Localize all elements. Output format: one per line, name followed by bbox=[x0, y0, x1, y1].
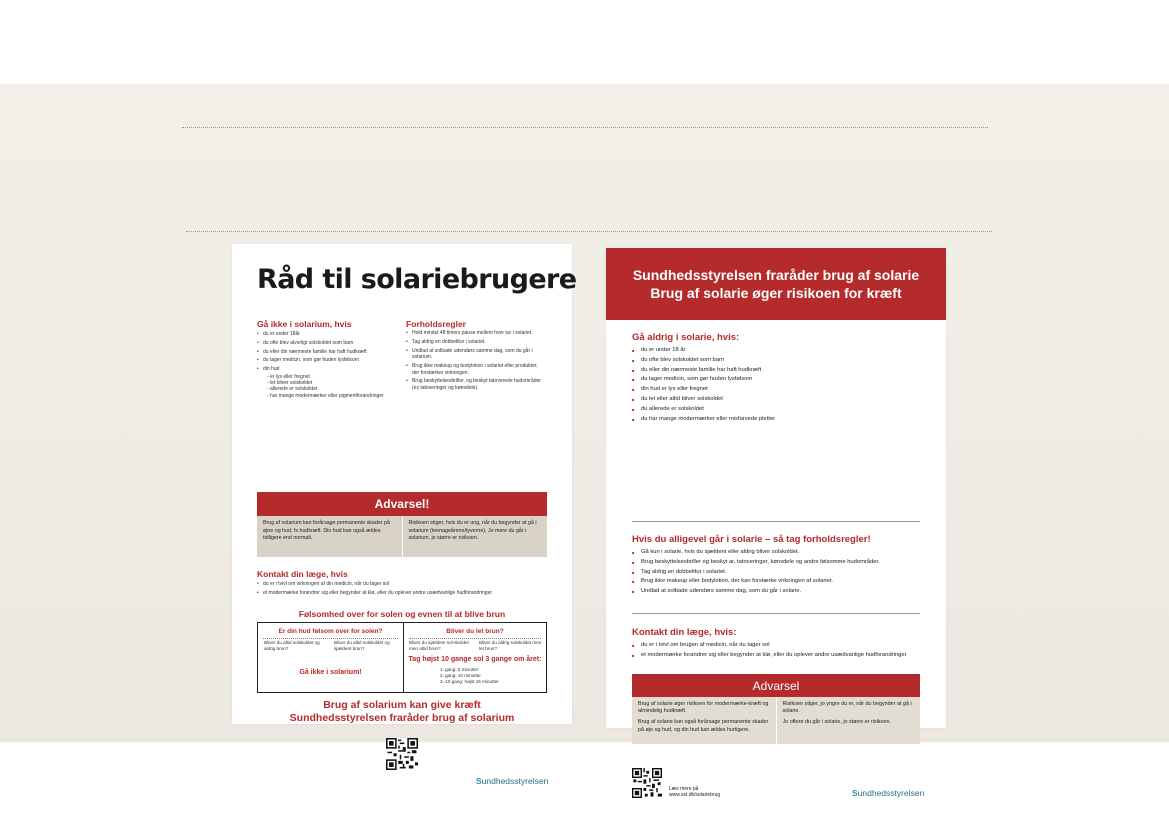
warning-col-left bbox=[632, 697, 777, 744]
logo-sundhedsstyrelsen: Sundhedsstyrelsen bbox=[852, 788, 925, 798]
list-item: ■ du er under 18 år bbox=[632, 346, 775, 356]
col2-list bbox=[406, 330, 546, 394]
contact-heading: Kontakt din læge, hvis bbox=[257, 569, 348, 579]
list-item: • Undlad at solbade udendørs samme dag, som du går i solarium. bbox=[406, 348, 546, 361]
warning-text: Risikoen stiger, jo yngre du er, når du begynder at gå i solarie. bbox=[782, 701, 912, 715]
warning-box bbox=[632, 697, 920, 744]
list-item: ■ du eller din nærmeste familie har haft hudkræft bbox=[632, 366, 775, 376]
list-item: • Brug beskyttelsesbriller, og beskyt tatoverede hudområder (ex tatoveringer og kønsdele). bbox=[406, 378, 546, 391]
list-item: ■ du har mange modermærker eller misfarvede pletter bbox=[632, 415, 775, 425]
table-answer: Bliver du aldrig solskoldet men let brun? bbox=[479, 640, 542, 651]
contact-list bbox=[257, 580, 547, 598]
header-banner bbox=[606, 248, 946, 320]
list-item: ■ du let eller altid bliver solskoldet bbox=[632, 395, 775, 405]
table-dotline bbox=[263, 638, 398, 639]
warning-box bbox=[257, 516, 547, 557]
list-subitem: - har mange modermærker eller pigmentforandringer bbox=[267, 392, 384, 399]
list-item: ■ du ofte blev solskoldet som barn bbox=[632, 356, 775, 366]
read-more-label: Læs mere på bbox=[669, 786, 699, 792]
footer-line: Brug af solarium kan give kræft bbox=[323, 699, 481, 711]
table-max-sessions: Tag højst 10 gange sol 3 gange om året: bbox=[408, 656, 542, 663]
list-item: ■ Brug beskyttelsesbriller og beskyt ar, tatoveringer, kønsdele og andre følsomme hudområder. bbox=[632, 558, 880, 568]
table-max-line: 3.-10 gang: højst 15 minutter bbox=[440, 679, 499, 684]
list-item: ■ Tag aldrig en dobbelttur i solariet. bbox=[632, 568, 880, 578]
section-heading-contact: Kontakt din læge, hvis: bbox=[632, 627, 737, 638]
list-item: • et modermærke forandrer sig eller begynder at klø, eller du oplever andre usædvanlige hudforandringer bbox=[257, 589, 547, 598]
poster-title: Råd til solariebrugere bbox=[257, 264, 577, 295]
list-item: ■ Undlad at solbade udendørs samme dag, som du går i solarie. bbox=[632, 587, 880, 597]
contact-list bbox=[632, 641, 907, 661]
banner-line: Sundhedsstyrelsen fraråder brug af solarie bbox=[632, 267, 920, 283]
list-item: • Hold mindst 48 timers pause mellem hver tur i solariet. bbox=[406, 330, 546, 337]
list-item: ■ Gå kun i solarie, hvis du sjældent eller aldrig bliver solskoldet. bbox=[632, 548, 880, 558]
never-list bbox=[632, 346, 775, 424]
list-item: • du er i tvivl om virkningen af din medicin, når du tager sol bbox=[257, 580, 547, 589]
read-more bbox=[669, 786, 720, 799]
section-divider bbox=[632, 613, 920, 614]
col1-heading: Gå ikke i solarium, hvis bbox=[257, 319, 352, 329]
list-item: ■ du allerede er solskoldet bbox=[632, 405, 775, 415]
slide-background bbox=[0, 84, 1169, 799]
list-item: ■ du er i tvivl om brugen af medicin, når du tager sol bbox=[632, 641, 907, 651]
list-subitem: - let bliver solskoldet bbox=[267, 380, 313, 387]
table-no-solarium: Gå ikke i solarium! bbox=[299, 669, 362, 676]
table-dotline bbox=[409, 638, 541, 639]
list-subitem: - er lys eller fregnet bbox=[267, 373, 310, 380]
list-item: • du eller din nærmeste familie har haft hudkræft bbox=[257, 348, 402, 357]
warning-text-left: Brug af solarium kan forårsage permanente skader på øjne og hud, fx hudkræft. Din hud kan også ældes tidligere end normalt. bbox=[257, 516, 403, 557]
section-heading-precautions: Hvis du alligevel går i solarie – så tag forholdsregler! bbox=[632, 534, 871, 545]
section-heading-never: Gå aldrig i solarie, hvis: bbox=[632, 332, 740, 343]
list-item: • Brug ikke makeup og bodylotion i solariet eller produkter, der forstærker virkningen. bbox=[406, 363, 546, 376]
list-item: ■ et modermærke forandrer sig eller begynder at klø, eller du oplever andre usædvanlige hudforandringer bbox=[632, 651, 907, 661]
table-answer: Bliver du altid solskoldet og aldrig brun? bbox=[264, 640, 320, 651]
divider-top bbox=[182, 127, 988, 128]
qr-code-icon[interactable] bbox=[386, 738, 418, 770]
poster-right bbox=[606, 248, 946, 799]
qr-code-icon[interactable] bbox=[632, 768, 662, 798]
col2-heading: Forholdsregler bbox=[406, 319, 466, 329]
warning-text-right: Risikoen stiger, hvis du er ung, når du begynder at gå i solarium (teenageårene/tyverne). Jo mere du går i solarium, jo større er risikoen. bbox=[408, 520, 537, 542]
banner-line: Brug af solarie øger risikoen for kræft bbox=[650, 285, 902, 301]
list-item: ■ din hud er lys eller fregnet bbox=[632, 385, 775, 395]
footer-warning bbox=[257, 699, 547, 725]
warning-banner: Advarsel! bbox=[257, 492, 547, 516]
divider-bottom bbox=[186, 231, 992, 232]
precautions-list bbox=[632, 548, 880, 597]
sensitivity-table bbox=[257, 622, 547, 693]
list-item: ■ du tager medicin, som gør huden lysfølsom bbox=[632, 375, 775, 385]
warning-text: Jo oftere du går i solarie, jo større er risikoen. bbox=[782, 719, 891, 726]
list-item: • du ofte blev alvorligt solskoldet som barn bbox=[257, 339, 402, 348]
table-max-line: 2. gang: 10 minutter bbox=[440, 673, 481, 678]
warning-text: Brug af solarie øger risikoen for modermærke-kræft og almindelig hudkræft. bbox=[638, 701, 769, 715]
warning-banner: Advarsel bbox=[632, 674, 920, 697]
list-item: • du er under 18år bbox=[257, 330, 402, 339]
list-subitem: - allerede er solskoldet bbox=[267, 386, 318, 393]
table-question-sensitive: Er din hud følsom over for solen? bbox=[278, 628, 383, 635]
table-max-line: 1. gang: 5 minutter bbox=[440, 667, 479, 672]
poster-left bbox=[232, 244, 577, 786]
table-question-tan: Bliver du let brun? bbox=[446, 628, 504, 635]
list-item: • du tager medicin, som gør huden lysfølsom bbox=[257, 356, 402, 365]
list-item: • din hud bbox=[257, 365, 402, 374]
sensitivity-heading: Følsomhed over for solen og evnen til at blive brun bbox=[298, 609, 506, 619]
logo-sundhedsstyrelsen: Sundhedsstyrelsen bbox=[476, 776, 549, 786]
table-answer: Bliver du sjældent sol-skoldet men altid brun? bbox=[409, 640, 469, 651]
read-more-link[interactable]: www.sst.dk/solariebrug bbox=[669, 792, 721, 799]
list-item: • Tag aldrig en dobbelttur i solariet. bbox=[406, 339, 546, 346]
col1-list bbox=[257, 330, 402, 399]
section-divider bbox=[632, 521, 920, 522]
footer-line: Sundhedsstyrelsen fraråder brug af solarium bbox=[289, 712, 515, 724]
table-answer: Bliver du altid solskoldet og sjældent brun? bbox=[334, 640, 390, 651]
list-item: ■ Brug ikke makeup eller bodylotion, der kan forstærke virkningen af solariet. bbox=[632, 577, 880, 587]
warning-text: Brug af solarie kan også forårsage permanente skader på øje og hud, og din hud kan ældes hurtigere. bbox=[638, 719, 769, 733]
warning-col-right bbox=[777, 697, 921, 744]
